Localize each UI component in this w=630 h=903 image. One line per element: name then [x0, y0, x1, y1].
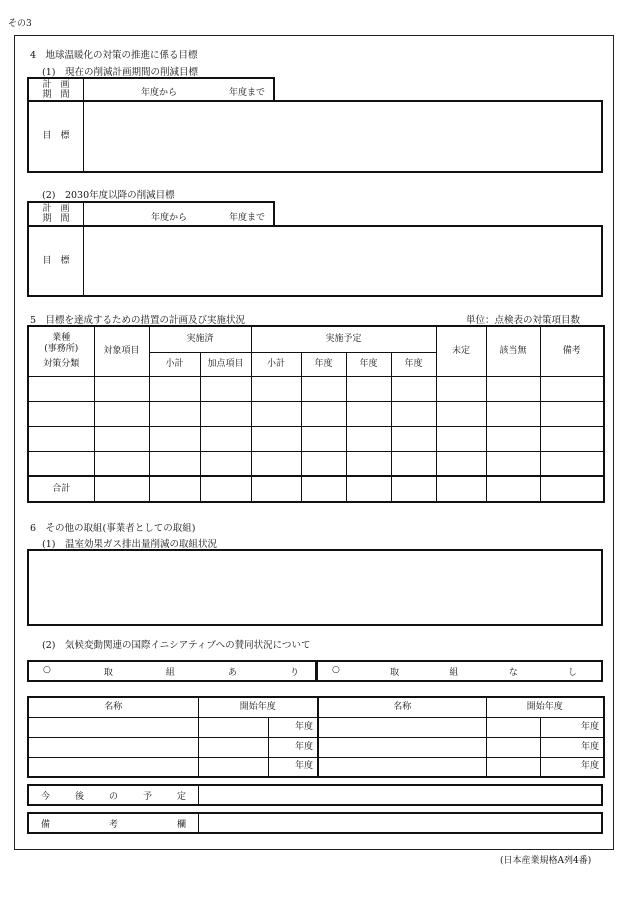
- target-label-2: 目 標: [29, 227, 84, 295]
- table-row[interactable]: [28, 376, 604, 401]
- period-label-1: 計 画 期 間: [29, 79, 84, 102]
- target-label-1: 目 標: [29, 102, 84, 171]
- table-row[interactable]: 年度 年度: [28, 717, 604, 737]
- table-row[interactable]: 年度 年度: [28, 737, 604, 757]
- remarks-box[interactable]: [27, 812, 603, 834]
- table-row[interactable]: [28, 401, 604, 426]
- from-label-1: 年度から: [141, 88, 178, 98]
- option-yes[interactable]: ○ 取 組 あ り: [27, 660, 317, 682]
- table-row[interactable]: [28, 451, 604, 476]
- col-undecided: 未定: [436, 326, 486, 376]
- period-label-2: 計 画 期 間: [29, 203, 84, 227]
- future-plan-box[interactable]: [27, 784, 603, 806]
- total-label: 合計: [28, 476, 94, 502]
- col-start-left: 開始年度: [198, 697, 318, 717]
- sec6-sub2: (2) 気候変動関連の国際イニシアティブへの賛同状況について: [42, 640, 311, 651]
- option-no[interactable]: ○ 取 組 な し: [316, 660, 603, 682]
- col-name-left: 名称: [28, 697, 198, 717]
- table-row[interactable]: [28, 426, 604, 451]
- col-item: 対象項目: [94, 326, 149, 376]
- col-name-right: 名称: [318, 697, 486, 717]
- col-start-right: 開始年度: [486, 697, 604, 717]
- page-label: その3: [8, 19, 32, 29]
- period-box-2: [27, 201, 275, 226]
- to-label-1: 年度まで: [229, 88, 266, 98]
- initiatives-table: [27, 696, 605, 778]
- col-planned-year-3: 年度: [391, 352, 436, 376]
- col-industry: 業種 (事務所) 対策分類: [28, 326, 94, 376]
- sec6-sub1: (1) 温室効果ガス排出量削減の取組状況: [42, 539, 217, 550]
- sec5-unit: 単位：点検表の対策項目数: [466, 315, 581, 326]
- future-plan-label: 今 後 の 予 定: [29, 786, 199, 804]
- col-done-bonus: 加点項目: [200, 352, 251, 376]
- col-planned-year-1: 年度: [301, 352, 346, 376]
- col-planned-year-2: 年度: [346, 352, 391, 376]
- target-box-2[interactable]: [27, 225, 603, 297]
- total-row[interactable]: [28, 476, 604, 502]
- col-remarks: 備考: [540, 326, 604, 376]
- from-label-2: 年度から: [151, 213, 188, 223]
- footer-note: (日本産業規格A列4番): [500, 856, 592, 866]
- remarks-label: 備 考 欄: [29, 814, 199, 832]
- col-done: 実施済: [149, 326, 251, 352]
- to-label-2: 年度まで: [229, 213, 266, 223]
- sec5-title: 5 目標を達成するための措置の計画及び実施状況: [30, 315, 246, 326]
- sec4-title: 4 地球温暖化の対策の推進に係る目標: [30, 50, 198, 61]
- sec4-sub1: (1) 現在の削減計画期間の削減目標: [42, 67, 198, 78]
- period-box-1: [27, 77, 275, 101]
- sec4-sub2: (2) 2030年度以降の削減目標: [42, 190, 175, 201]
- target-box-1[interactable]: [27, 100, 603, 173]
- col-done-subtotal: 小計: [149, 352, 200, 376]
- col-na: 該当無: [486, 326, 540, 376]
- ghg-efforts-box[interactable]: [27, 549, 603, 626]
- sec6-title: 6 その他の取組(事業者としての取組): [30, 523, 196, 534]
- col-planned-subtotal: 小計: [251, 352, 301, 376]
- table-row[interactable]: 年度 年度: [28, 757, 604, 777]
- col-planned: 実施予定: [251, 326, 436, 352]
- measures-table: [27, 325, 605, 503]
